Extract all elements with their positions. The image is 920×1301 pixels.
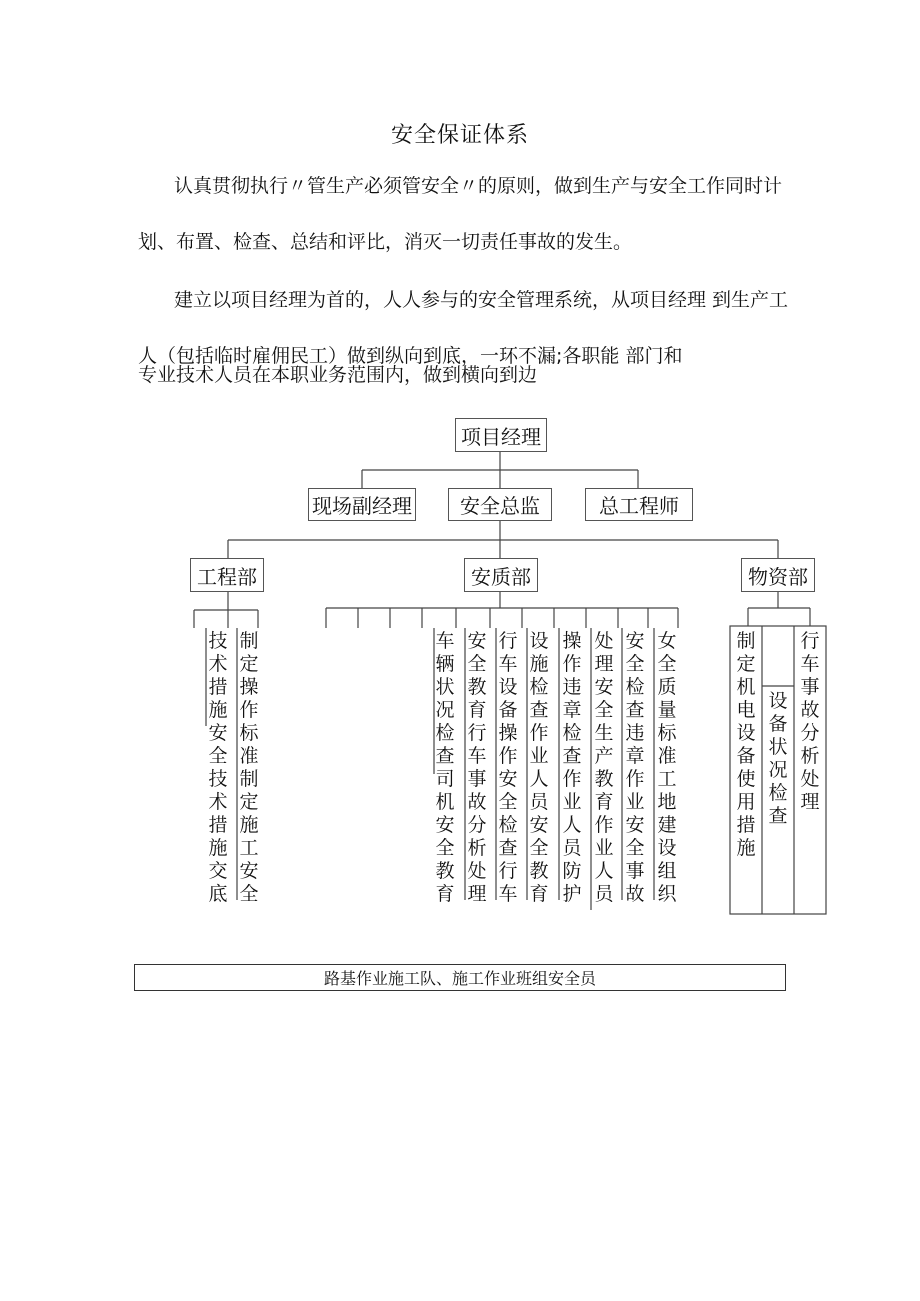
org-node-level2-2: 总工程师 [585, 488, 693, 521]
quality-item-7: 女全质量标准工地建设 组织 [657, 630, 677, 905]
page-title: 安全保证体系 [390, 123, 529, 148]
quality-item-1: 安全教育 行车事故分析处理 [467, 630, 487, 905]
org-node-level2-1: 安全总监 [448, 488, 552, 521]
paragraph-3-cut: 专业技术人员在本职业务范围内，做到横向到边 [138, 364, 538, 386]
material-item-1: 设备状况检查 [768, 690, 788, 827]
org-node-project-manager: 项目经理 [455, 418, 547, 452]
material-item-0: 制定机电设备使用措施 [736, 630, 756, 859]
material-item-2: 行车事故分析处理 [800, 630, 820, 813]
org-node-engineering: 工程部 [190, 558, 264, 592]
org-node-quality: 安质部 [464, 558, 538, 592]
engineering-item-0: 技术措施 安全技术措施交底 [208, 630, 228, 905]
paragraph-1: 认真贯彻执行〃管生产必须管安全〃的原则，做到生产与安全工作同时计划、布置、检查、总结和评比，消灭一切责任事故的发生。 [138, 175, 783, 253]
quality-item-2: 行车设备操作安全检查 行车 [498, 630, 518, 905]
paragraph-2: 建立以项目经理为首的，人人参与的安全管理系统，从项目经理 到生产工人（包括临时雇佣民工）做到纵向到底，一环不漏;各职能 部门和 [138, 289, 789, 367]
org-node-material: 物资部 [741, 558, 815, 592]
org-node-level2-0: 现场副经理 [308, 488, 416, 521]
quality-item-3: 设施检查 作业人员安全教育 [529, 630, 549, 905]
quality-item-4: 操作违章检查 作业人员防护 [562, 630, 582, 905]
site-safety-officers-box: 路基作业施工队、施工作业班组安全员 [134, 964, 786, 991]
quality-item-5: 处理 安全生产教育 作业人员 [594, 630, 614, 905]
quality-item-6: 安全检查 违章作业安全事故 [625, 630, 645, 905]
quality-item-0: 车辆状况检查 司机安全教育 [435, 630, 455, 905]
engineering-item-1: 制定操作标准 制定施工安全 [239, 630, 259, 905]
